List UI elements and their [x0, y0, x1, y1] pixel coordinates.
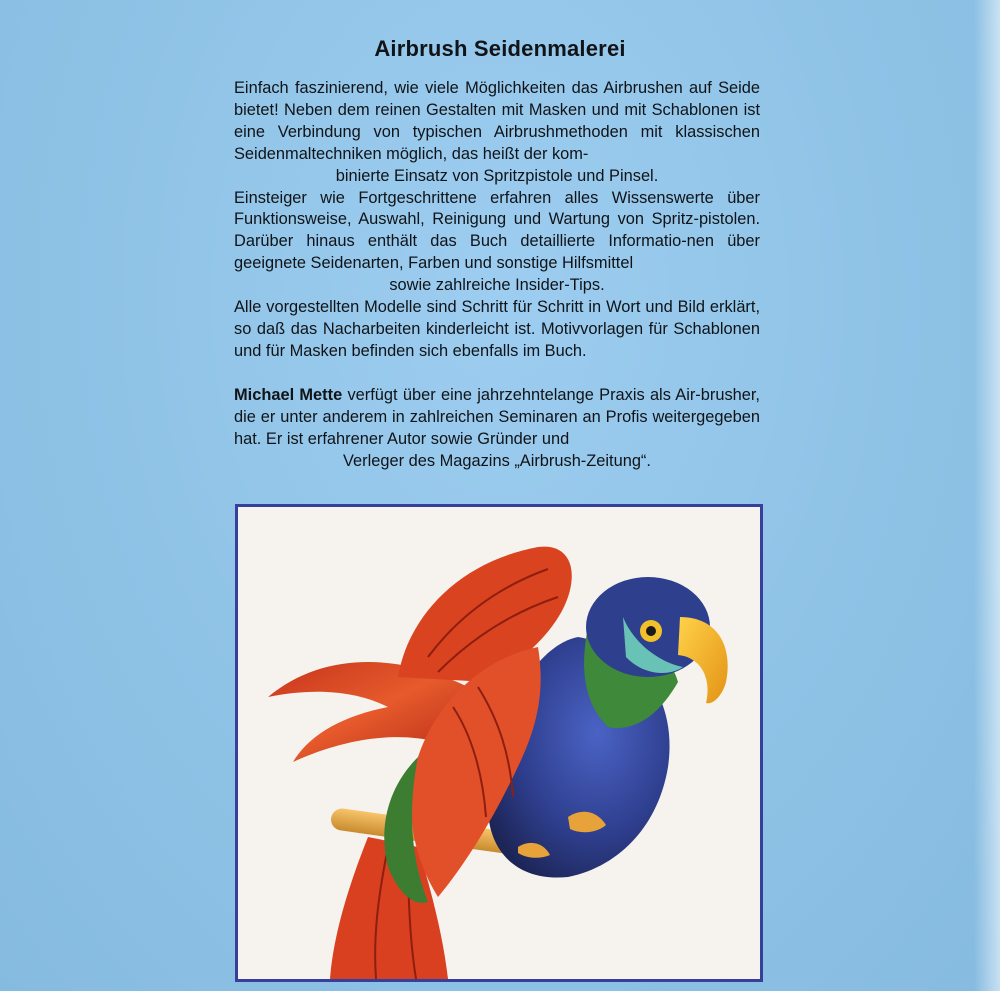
- book-title: Airbrush Seidenmalerei: [374, 36, 626, 61]
- author-bio-text: verfügt über eine jahrzehntelange Praxis als Air-brusher, die er unter anderem in zahlreichen Seminaren an Profis weitergegeben hat. Er ist erfahrener Autor sowie Gründer und: [234, 385, 760, 448]
- parrot-illustration: [238, 507, 760, 979]
- blurb-para-3: Alle vorgestellten Modelle sind Schritt für Schritt in Wort und Bild erklärt, so daß das Nacharbeiten kinderleicht ist. Motivvorlagen für Schablonen und für Masken befinden sich ebenfalls im Buch.: [234, 298, 760, 360]
- author-bio: [234, 385, 760, 451]
- illustration-frame: [235, 504, 763, 982]
- author-name: Michael Mette: [234, 385, 343, 404]
- page-edge: [974, 0, 1000, 991]
- blurb-para-2: Einsteiger wie Fortgeschrittene erfahren alles Wissenswerte über Funktionsweise, Auswahl, Reinigung und Wartung von Spritz-pistolen. Darüber hinaus enthält das Buch detaillierte Informatio-nen über geeignete Seidenarten, Farben und sonstige Hilfsmittel: [234, 188, 760, 273]
- author-bio-end: Verleger des Magazins „Airbrush-Zeitung“.: [343, 451, 651, 470]
- blurb: [234, 78, 760, 472]
- blurb-para-1: Einfach faszinierend, wie viele Möglichkeiten das Airbrushen auf Seide bietet! Neben dem reinen Gestalten mit Masken und mit Schablonen ist eine Verbindung von typischen Airbrushmethoden mit klassischen Seidenmaltechniken möglich, das heißt der kom-: [234, 79, 760, 163]
- blurb-para-2-end: sowie zahlreiche Insider-Tips.: [389, 276, 605, 295]
- blurb-para-1-end: binierte Einsatz von Spritzpistole und Pinsel.: [335, 166, 659, 185]
